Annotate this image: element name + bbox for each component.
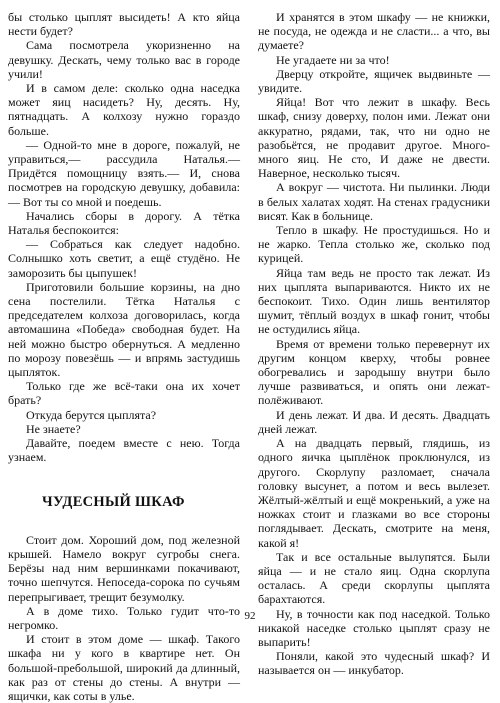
paragraph: Только где же всё-таки она их хочет брать? — [8, 379, 240, 408]
paragraph: — Собраться как следует надобно. Солнышко хоть светит, а ещё студёно. Не заморозить бы цыпушек! — [8, 237, 240, 280]
paragraph: Время от времени только перевернут их другим концом кверху, чтобы ровнее обогревались и зародышу внутри было лучше развиваться, и опять они лежат-полёживают. — [258, 336, 490, 408]
paragraph: Дверцу откройте, ящичек выдвиньте — увидите. — [258, 66, 490, 96]
paragraph: Яйца! Вот что лежит в шкафу. Весь шкаф, снизу доверху, полон ими. Лежат они аккуратно, рядами, так, что ни одно не разобьётся, не продавит другое. Много-много яиц. Не сто, И даже не двести. Наверное, несколько тысяч. — [258, 95, 490, 181]
paragraph: — Одной-то мне в дороге, пожалуй, не управиться,— рассудила Наталья.— Придётся помощницу взять.— И, снова посмотрев на городскую девушку, добавила: — Вот ты со мной и поедешь. — [8, 137, 240, 209]
right-column — [258, 10, 490, 678]
left-column — [8, 10, 240, 703]
paragraph: И стоит в этом доме — шкаф. Такого шкафа ни у кого в квартире нет. Он большой-пребольшой, широкий да длинный, как раз от стены до стены. А внутри — ящички, как соты в улье. — [8, 632, 240, 703]
paragraph: А вокруг — чистота. Ни пылинки. Люди в белых халатах ходят. На стенах градусники висят. Как в больнице. — [258, 180, 490, 223]
paragraph: А в доме тихо. Только гудит что-то негромко. — [8, 603, 240, 632]
paragraph: Давайте, поедем вместе с нею. Тогда узнаем. — [8, 436, 240, 465]
paragraph: А на двадцать первый, глядишь, из одного яичка цыплёнок проклюнулся, из другого. Скорлупу разломает, сначала головку высунет, а потом и весь вылезет. Жёлтый-жёлтый и ещё мокренький, а уже на ножках стоит и глазками во все стороны поглядывает. Дескать, смотрите на меня, какой я! — [258, 436, 490, 550]
paragraph: Не знаете? — [26, 421, 81, 436]
paragraph: Поняли, какой это чудесный шкаф? И называется он — инкубатор. — [258, 649, 490, 678]
paragraph: Стоит дом. Хороший дом, под железной крышей. Намело вокруг сугробы снега. Берёзы над ним вершинками покачивают, точно шепчутся. Непоседа-сорока по сучьям перепрыгивает, трещит безумолку. — [8, 532, 240, 604]
paragraph: Откуда берутся цыплята? — [26, 407, 157, 422]
paragraph: И хранятся в этом шкафу — не книжки, не посуда, не одежда и не сласти... а что, вы думаете? — [258, 10, 490, 53]
paragraph: Не угадаете ни за что! — [276, 52, 390, 67]
paragraph: И день лежат. И два. И десять. Двадцать дней лежат. — [258, 407, 490, 436]
paragraph: Приготовили большие корзины, на дно сена постелили. Тётка Наталья с председателем колхоза договорилась, когда автомашина «Победа» свободная будет. На ней можно быстро обернуться. А медленно по морозу повезёшь — и впрямь застудишь цыпляток. — [8, 279, 240, 380]
page-number: 92 — [244, 610, 256, 622]
paragraph: Так и все остальные вылупятся. Были яйца — и не стало яиц. Одна скорлупа осталась. А среди скорлупы цыплята барахтаются. — [258, 549, 490, 607]
paragraph: Яйца там ведь не просто так лежат. Из них цыплята выпариваются. Никто их не беспокоит. Тихо. Один лишь вентилятор шумит, тёплый воздух в шкаф гонит, чтобы не остудились яйца. — [258, 265, 490, 337]
paragraph: Ну, в точности как под наседкой. Только никакой наседке столько цыплят сразу не выпарить! — [258, 606, 490, 649]
paragraph: Сама посмотрела укоризненно на девушку. Дескать, чему только вас в городе учили! — [8, 38, 240, 81]
paragraph: Тепло в шкафу. Не простудишься. Но и не жарко. Тепла столько же, сколько под курицей. — [258, 223, 490, 266]
paragraph: Начались сборы в дорогу. А тётка Наталья беспокоится: — [8, 208, 240, 238]
chapter-title: ЧУДЕСНЫЙ ШКАФ — [42, 493, 185, 510]
paragraph: И в самом деле: сколько одна наседка может яиц насидеть? Ну, десять. Ну, пятнадцать. А колхозу нужно гораздо больше. — [8, 81, 240, 138]
paragraph: бы столько цыплят высидеть! А кто яйца нести будет? — [8, 10, 240, 39]
